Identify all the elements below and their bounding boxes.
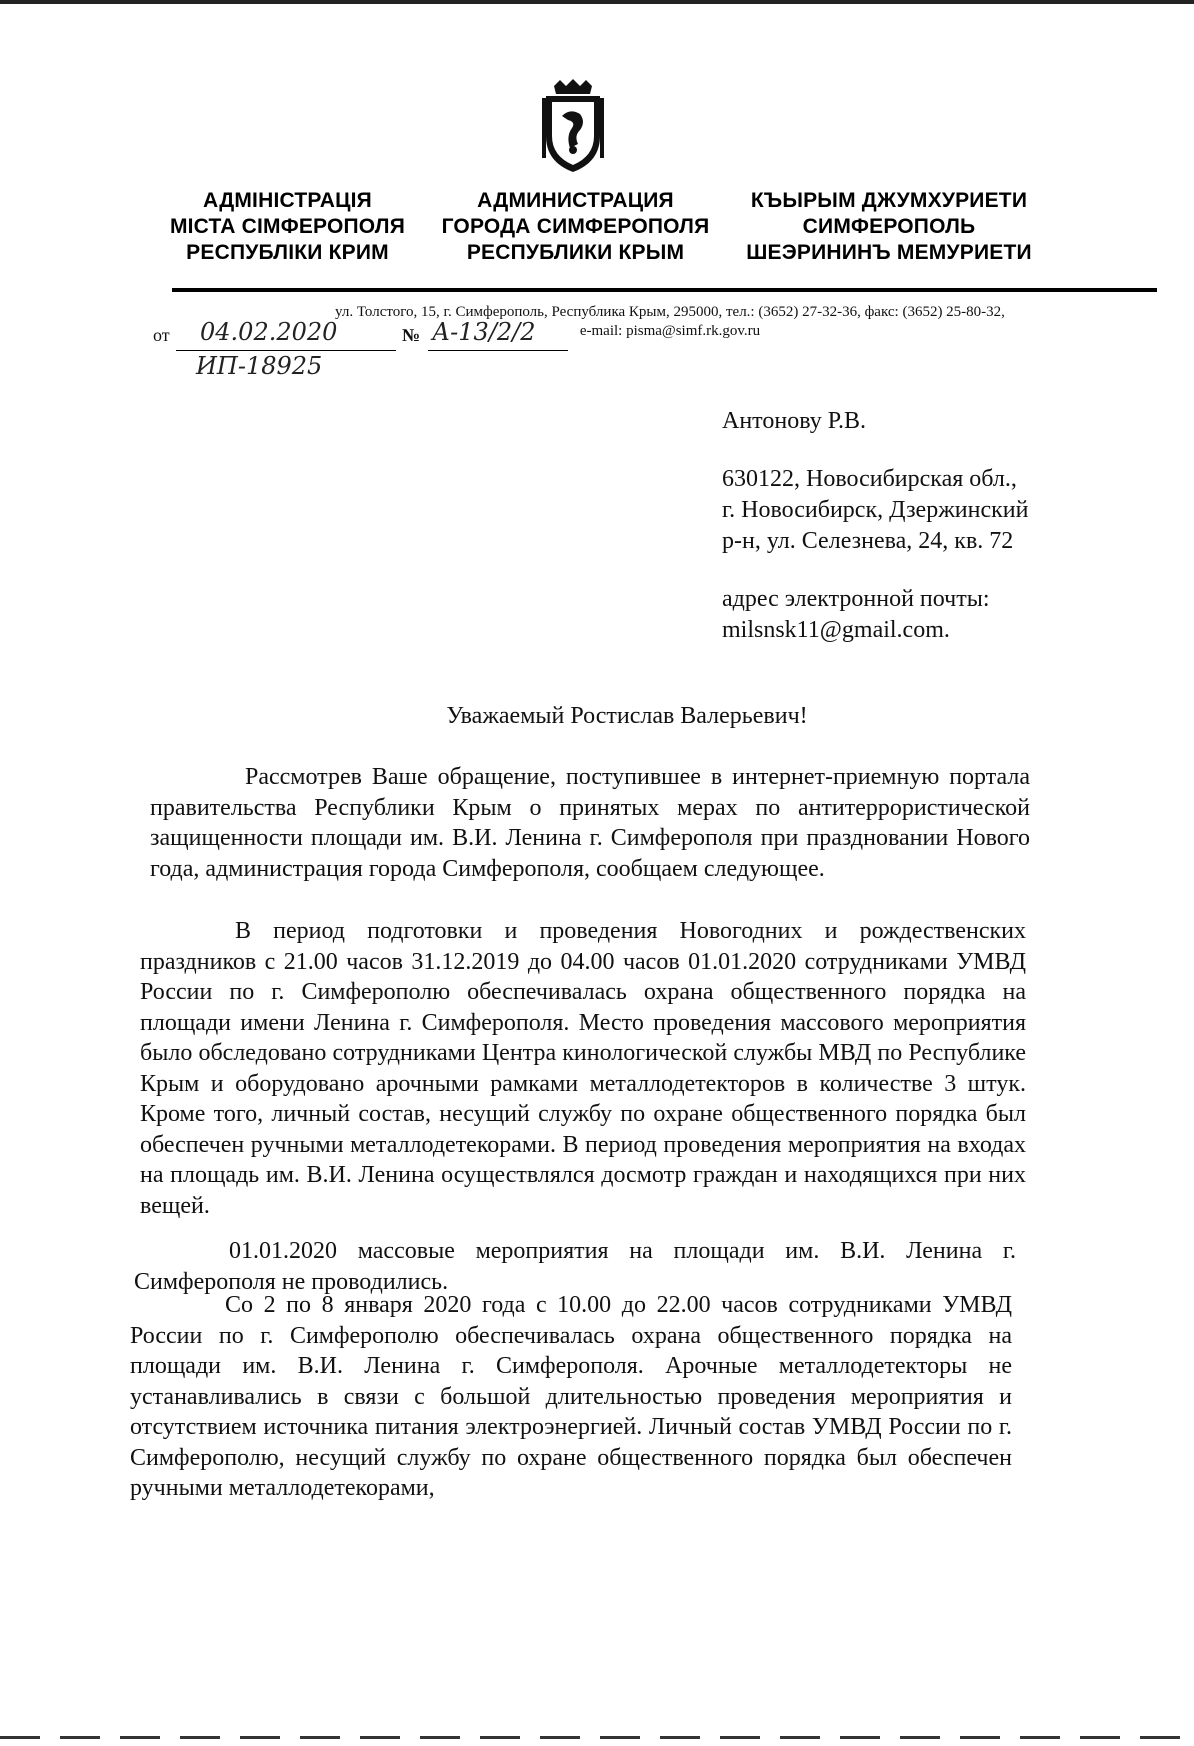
recipient-email: milsnsk11@gmail.com. xyxy=(722,617,950,643)
recipient-address xyxy=(722,464,1028,557)
recipient-name: Антонову Р.В. xyxy=(722,408,867,434)
number-label: № xyxy=(402,325,421,345)
letterhead-line: РЕСПУБЛІКИ КРИМ xyxy=(186,241,389,264)
body-paragraph: В период подготовки и проведения Новогодних и рождественских праздников с 21.00 часов 31.12.2019 до 04.00 часов 01.01.2020 сотрудниками УМВД России по г. Симферополю обеспечивалась охрана общественного порядка на площади имени Ленина г. Симферополя. Место проведения массового мероприятия было обследовано сотрудниками Центра кинологической службы МВД по Республике Крым и оборудовано арочными рамками металлодетекторов в количестве 3 штук. Кроме того, личный состав, несущий службу по охране общественного порядка был обеспечен ручными металлодетекорами. В период проведения мероприятия на входах на площадь им. В.И. Ленина осуществлялся досмотр граждан и находящихся при них вещей. xyxy=(140,918,1026,1219)
letterhead-line: АДМИНИСТРАЦИЯ xyxy=(477,189,674,212)
scan-top-edge xyxy=(0,0,1194,4)
letterhead-line: КЪЫРЫМ ДЖУМХУРИЕТИ xyxy=(750,189,1028,212)
address-line: г. Новосибирск, Дзержинский xyxy=(722,497,1029,523)
letterhead-line: ШЕЭРИНИНЪ МЕМУРИЕТИ xyxy=(746,241,1032,264)
date-label: от xyxy=(153,325,170,345)
recipient-email-block xyxy=(722,584,990,646)
contact-email: e-mail: pisma@simf.rk.gov.ru xyxy=(579,323,761,339)
crimea-coat-of-arms-icon xyxy=(540,78,606,174)
email-label: адрес электронной почты: xyxy=(722,586,990,612)
letterhead-russian xyxy=(428,188,723,266)
letterhead-line: СИМФЕРОПОЛЬ xyxy=(802,215,976,238)
registration-number: А-13/2/2 xyxy=(432,318,536,346)
date-underline xyxy=(176,350,396,351)
letterhead-line: АДМІНІСТРАЦІЯ xyxy=(203,189,372,212)
contact-address: ул. Толстого, 15, г. Симферополь, Республика Крым, 295000, тел.: (3652) 27-32-36, факс: (3652) 25-80-32, xyxy=(335,304,1005,320)
registration-date: 04.02.2020 xyxy=(200,318,338,346)
incoming-reference: ИП-18925 xyxy=(196,352,323,380)
letterhead-line: РЕСПУБЛИКИ КРЫМ xyxy=(466,241,685,264)
salutation: Уважаемый Ростислав Валерьевич! xyxy=(446,703,808,729)
letterhead-crimean-tatar xyxy=(733,188,1045,266)
letterhead-ukrainian xyxy=(160,188,415,266)
address-line: р-н, ул. Селезнева, 24, кв. 72 xyxy=(722,528,1014,554)
body-paragraph: Со 2 по 8 января 2020 года с 10.00 до 22.00 часов сотрудниками УМВД России по г. Симферополю обеспечивалась охрана общественного порядка на площади им. В.И. Ленина г. Симферополя. Арочные металлодетекторы не устанавливались в связи с большой длительностью проведения мероприятия и отсутствием источника питания электроэнергией. Личный состав УМВД России по г. Симферополю, несущий службу по охране общественного порядка был обеспечен ручными металлодетекорами, xyxy=(130,1292,1012,1501)
body-paragraph: Рассмотрев Ваше обращение, поступившее в интернет-приемную портала правительства Республики Крым о принятых мерах по антитеррористической защищенности площади им. В.И. Ленина г. Симферополя при праздновании Нового года, администрация города Симферополя, сообщаем следующее. xyxy=(150,764,1030,882)
number-underline xyxy=(428,350,568,351)
body-paragraph: 01.01.2020 массовые мероприятия на площади им. В.И. Ленина г. Симферополя не проводились. xyxy=(134,1238,1016,1295)
letterhead-divider xyxy=(172,288,1157,292)
scan-bottom-edge xyxy=(0,1736,1194,1739)
letterhead-line: МІСТА СІМФЕРОПОЛЯ xyxy=(169,215,406,238)
address-line: 630122, Новосибирская обл., xyxy=(722,466,1017,492)
letterhead-line: ГОРОДА СИМФЕРОПОЛЯ xyxy=(441,215,710,238)
